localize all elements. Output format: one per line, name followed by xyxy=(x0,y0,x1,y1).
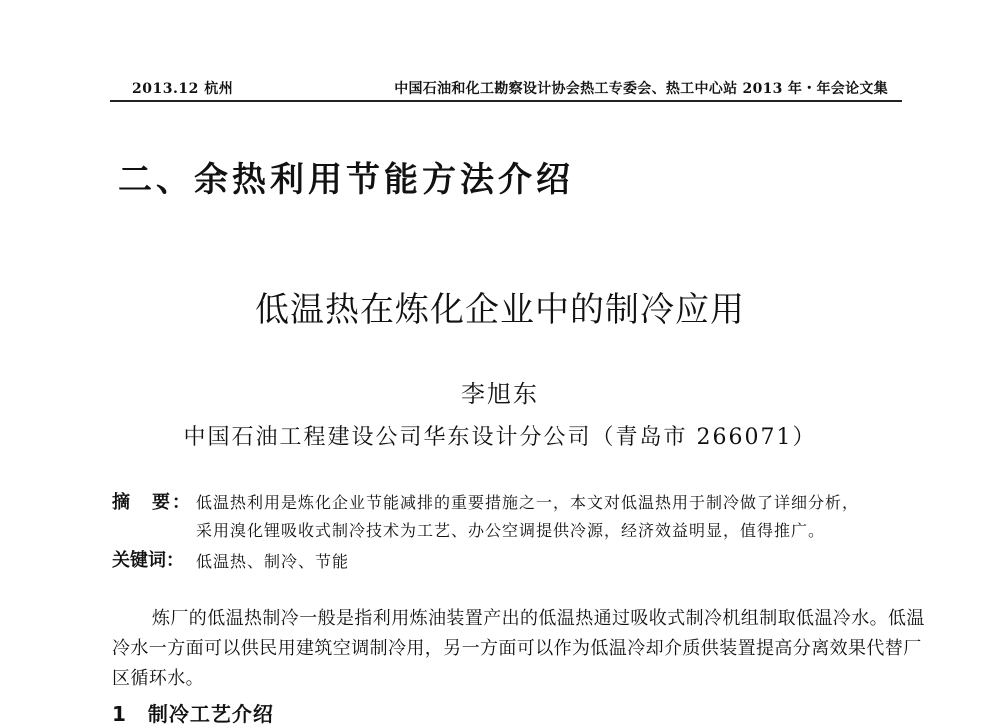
paper-title: 低温热在炼化企业中的制冷应用 xyxy=(255,290,745,330)
body-line: 炼厂的低温热制冷一般是指利用炼油装置产出的低温热通过吸收式制冷机组制取低温冷水。低温 xyxy=(152,608,925,629)
keywords-text: 低温热、制冷、节能 xyxy=(196,552,350,571)
section-heading: 二、余热利用节能方法介绍 xyxy=(118,160,574,200)
header-divider xyxy=(110,100,902,102)
abstract-line: 低温热利用是炼化企业节能减排的重要措施之一，本文对低温热用于制冷做了详细分析， xyxy=(196,493,860,512)
subsection-heading: 1 制冷工艺介绍 xyxy=(112,702,274,726)
author-affiliation: 中国石油工程建设公司华东设计分公司（青岛市 266071） xyxy=(183,425,817,450)
abstract-line: 采用溴化锂吸收式制冷技术为工艺、办公空调提供冷源，经济效益明显，值得推广。 xyxy=(196,521,826,540)
body-line: 冷水一方面可以供民用建筑空调制冷用，另一方面可以作为低温冷却介质供装置提高分离效果代替厂 xyxy=(112,638,922,659)
abstract-label: 摘 要： xyxy=(112,492,192,513)
header-date-location: 2013.12 杭州 xyxy=(132,81,234,97)
keywords-label: 关键词： xyxy=(112,550,184,571)
header-proceedings-title: 中国石油和化工勘察设计协会热工专委会、热工中心站 2013 年・年会论文集 xyxy=(394,81,888,97)
author-name: 李旭东 xyxy=(461,380,539,408)
body-line: 区循环水。 xyxy=(112,668,204,689)
